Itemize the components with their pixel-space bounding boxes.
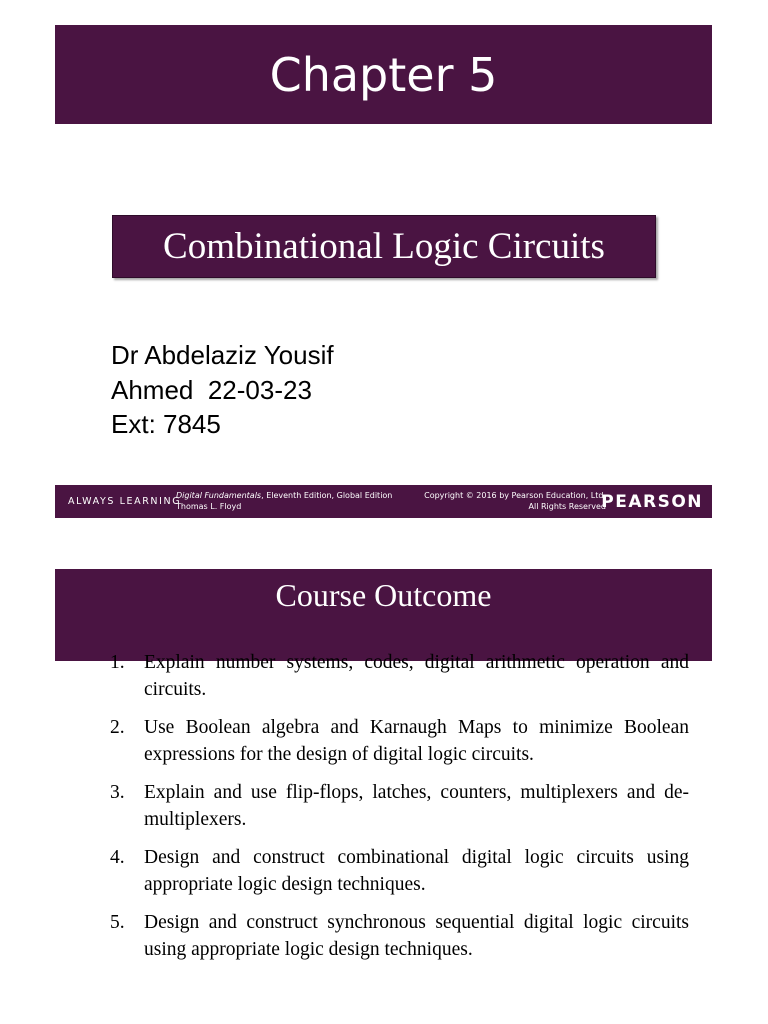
copyright-notice bbox=[424, 490, 606, 512]
book-edition: , Eleventh Edition, Global Edition bbox=[261, 491, 393, 500]
course-outcome-list bbox=[110, 650, 689, 975]
outcome-number: 1. bbox=[110, 652, 125, 673]
outcome-text: Design and construct synchronous sequential digital logic circuits using appropriate logic design techniques. bbox=[144, 912, 689, 960]
outcome-number: 5. bbox=[110, 912, 125, 933]
outcome-item bbox=[110, 780, 689, 833]
outcome-item bbox=[110, 845, 689, 898]
outcome-text: Explain and use flip-flops, latches, counters, multiplexers and de-multiplexers. bbox=[144, 782, 689, 830]
slide-footer-bar bbox=[55, 485, 712, 518]
chapter-subtitle-box bbox=[112, 215, 656, 278]
copyright-line-1: Copyright © 2016 by Pearson Education, Ltd. bbox=[424, 491, 606, 500]
always-learning-label: ALWAYS LEARNING bbox=[68, 496, 182, 507]
chapter-subtitle: Combinational Logic Circuits bbox=[163, 226, 605, 267]
course-outcome-banner bbox=[55, 569, 712, 661]
author-name: Dr Abdelaziz Yousif bbox=[111, 340, 334, 370]
outcome-item bbox=[110, 650, 689, 703]
outcome-text: Design and construct combinational digital logic circuits using appropriate logic design techniques. bbox=[144, 847, 689, 895]
author-info bbox=[111, 338, 334, 442]
outcome-number: 3. bbox=[110, 782, 125, 803]
author-extension: Ext: 7845 bbox=[111, 409, 221, 439]
outcome-number: 2. bbox=[110, 717, 125, 738]
book-title: Digital Fundamentals bbox=[176, 491, 262, 500]
course-outcome-title: Course Outcome bbox=[275, 577, 492, 613]
outcome-text: Use Boolean algebra and Karnaugh Maps to minimize Boolean expressions for the design of digital logic circuits. bbox=[144, 717, 689, 765]
book-author: Thomas L. Floyd bbox=[176, 502, 242, 511]
book-citation bbox=[176, 490, 392, 512]
copyright-line-2: All Rights Reserved bbox=[528, 502, 606, 511]
outcome-item bbox=[110, 715, 689, 768]
author-date: Ahmed 22-03-23 bbox=[111, 374, 312, 405]
chapter-title: Chapter 5 bbox=[269, 47, 498, 102]
pearson-logo: PEARSON bbox=[601, 492, 703, 512]
outcome-item bbox=[110, 910, 689, 963]
chapter-title-banner bbox=[55, 25, 712, 124]
outcome-number: 4. bbox=[110, 847, 125, 868]
outcome-text: Explain number systems, codes, digital arithmetic operation and circuits. bbox=[144, 652, 689, 700]
